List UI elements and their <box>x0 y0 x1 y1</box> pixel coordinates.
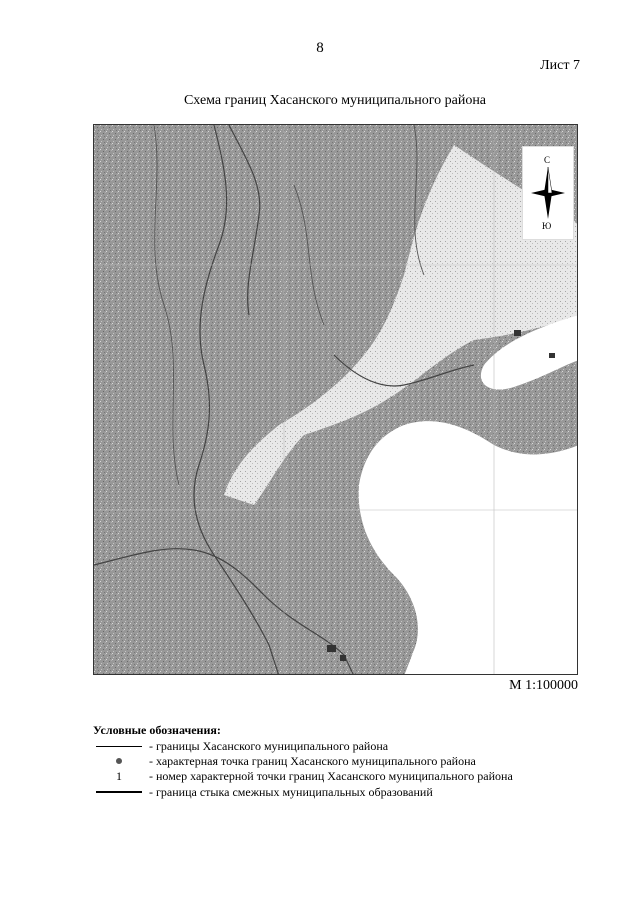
dot-symbol <box>116 758 122 764</box>
thick-line-symbol <box>96 791 142 793</box>
thin-line-symbol <box>96 746 142 747</box>
map-scale: М 1:100000 <box>509 678 578 693</box>
legend-title: Условные обозначения: <box>93 723 221 737</box>
legend-item-point: - характерная точка границ Хасанского муниципального района <box>93 754 476 768</box>
number-symbol: 1 <box>116 768 122 783</box>
compass-north-label: С <box>544 155 551 165</box>
legend-item-boundary: - границы Хасанского муниципального района <box>93 739 388 753</box>
map-title: Схема границ Хасанского муниципального района <box>183 93 487 108</box>
map-frame[interactable] <box>93 124 578 675</box>
legend-item-point-number: 1 - номер характерной точки границ Хасанского муниципального района <box>116 768 513 783</box>
map-canvas <box>94 125 578 675</box>
compass-rose <box>522 146 574 240</box>
legend-item-adjacent-boundary: - граница стыка смежных муниципальных образований <box>93 785 433 799</box>
sheet-label: Лист 7 <box>540 58 580 73</box>
compass-south-label: Ю <box>542 221 552 231</box>
page-number: 8 <box>316 40 324 56</box>
